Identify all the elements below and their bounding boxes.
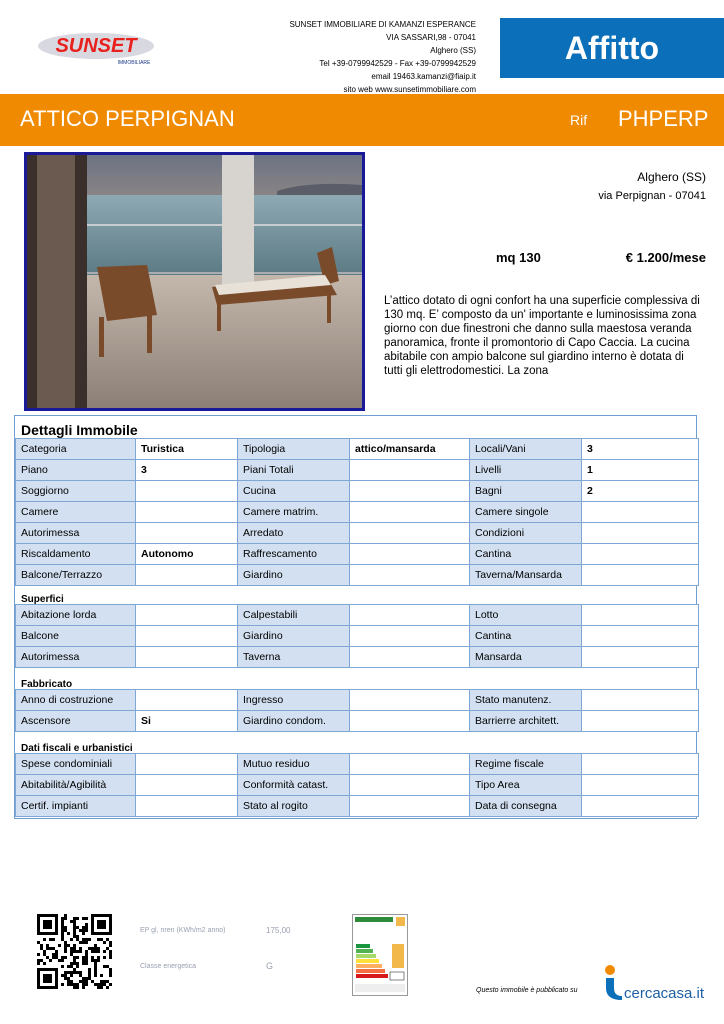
field-label: Piani Totali bbox=[238, 460, 350, 481]
field-value bbox=[582, 626, 699, 647]
fiscali-table bbox=[15, 753, 699, 817]
listing-type-badge: Affitto bbox=[500, 18, 724, 78]
location-city: Alghero (SS) bbox=[637, 170, 706, 184]
field-label: Tipologia bbox=[238, 439, 350, 460]
fiscali-row bbox=[16, 775, 699, 796]
field-value: Autonomo bbox=[136, 544, 238, 565]
field-value bbox=[350, 626, 470, 647]
field-value bbox=[582, 775, 699, 796]
fabbricato-table bbox=[15, 689, 699, 732]
field-value bbox=[582, 690, 699, 711]
field-label: Anno di costruzione bbox=[16, 690, 136, 711]
details-row bbox=[16, 523, 699, 544]
field-value bbox=[350, 605, 470, 626]
field-label: Stato al rogito bbox=[238, 796, 350, 817]
agency-city: Alghero (SS) bbox=[430, 46, 476, 55]
field-label: Riscaldamento bbox=[16, 544, 136, 565]
field-value bbox=[350, 523, 470, 544]
energy-class-label: Classe energetica bbox=[140, 963, 197, 970]
field-value bbox=[582, 796, 699, 817]
field-value: Turistica bbox=[136, 439, 238, 460]
field-label: Condizioni bbox=[470, 523, 582, 544]
fabbricato-row bbox=[16, 690, 699, 711]
fabbricato-title: Fabbricato bbox=[21, 679, 73, 690]
energy-certificate-thumbnail bbox=[352, 914, 408, 996]
field-value bbox=[136, 481, 238, 502]
ep-label: EP gl, nren (KWh/m2 anno) bbox=[140, 927, 226, 934]
property-area: mq 130 bbox=[496, 250, 541, 265]
field-label: Taverna bbox=[238, 647, 350, 668]
details-row bbox=[16, 544, 699, 565]
field-label: Balcone bbox=[16, 626, 136, 647]
details-row bbox=[16, 439, 699, 460]
title-bar bbox=[0, 94, 724, 146]
energy-class-value: G bbox=[266, 961, 274, 971]
field-value bbox=[136, 523, 238, 544]
fiscali-title: Dati fiscali e urbanistici bbox=[21, 743, 133, 754]
agency-name: SUNSET IMMOBILIARE DI KAMANZI ESPERANCE bbox=[289, 20, 476, 29]
details-row bbox=[16, 502, 699, 523]
field-label: Camere bbox=[16, 502, 136, 523]
field-value bbox=[136, 796, 238, 817]
field-label: Barrierre architett. bbox=[470, 711, 582, 732]
field-value bbox=[350, 690, 470, 711]
field-value bbox=[350, 711, 470, 732]
field-value bbox=[582, 523, 699, 544]
field-value bbox=[350, 460, 470, 481]
field-label: Balcone/Terrazzo bbox=[16, 565, 136, 586]
details-panel bbox=[14, 415, 697, 819]
field-value bbox=[136, 502, 238, 523]
field-label: Lotto bbox=[470, 605, 582, 626]
field-value bbox=[582, 544, 699, 565]
field-value bbox=[350, 544, 470, 565]
field-value bbox=[582, 754, 699, 775]
field-label: Cantina bbox=[470, 544, 582, 565]
details-heading: Dettagli Immobile bbox=[21, 422, 138, 438]
field-label: Ingresso bbox=[238, 690, 350, 711]
rif-code: PHPERP bbox=[618, 106, 709, 131]
field-label: Raffrescamento bbox=[238, 544, 350, 565]
field-value: Si bbox=[136, 711, 238, 732]
agency-address: VIA SASSARI,98 - 07041 bbox=[386, 33, 476, 42]
field-value bbox=[350, 754, 470, 775]
agency-logo bbox=[34, 26, 162, 70]
field-value bbox=[136, 605, 238, 626]
ep-value: 175,00 bbox=[266, 926, 291, 935]
field-value bbox=[582, 711, 699, 732]
field-label: Spese condominiali bbox=[16, 754, 136, 775]
field-label: Certif. impianti bbox=[16, 796, 136, 817]
logo-subtext: IMMOBILIARE bbox=[117, 60, 151, 66]
details-row bbox=[16, 460, 699, 481]
superfici-title: Superfici bbox=[21, 594, 64, 605]
field-value: 3 bbox=[136, 460, 238, 481]
field-label: Giardino bbox=[238, 565, 350, 586]
field-label: Taverna/Mansarda bbox=[470, 565, 582, 586]
superfici-row bbox=[16, 647, 699, 668]
field-label: Bagni bbox=[470, 481, 582, 502]
superfici-row bbox=[16, 605, 699, 626]
field-label: Camere singole bbox=[470, 502, 582, 523]
field-label: Soggiorno bbox=[16, 481, 136, 502]
property-photo bbox=[24, 152, 365, 411]
agency-info bbox=[250, 18, 476, 96]
field-value bbox=[582, 647, 699, 668]
field-label: Categoria bbox=[16, 439, 136, 460]
field-label: Mutuo residuo bbox=[238, 754, 350, 775]
cercacasa-logo[interactable] bbox=[598, 962, 708, 1002]
field-value: 2 bbox=[582, 481, 699, 502]
field-value bbox=[350, 481, 470, 502]
field-label: Data di consegna bbox=[470, 796, 582, 817]
field-value bbox=[136, 565, 238, 586]
field-value: attico/mansarda bbox=[350, 439, 470, 460]
field-value bbox=[136, 690, 238, 711]
field-label: Giardino condom. bbox=[238, 711, 350, 732]
field-value bbox=[350, 502, 470, 523]
field-label: Regime fiscale bbox=[470, 754, 582, 775]
published-on-text: Questo immobile è pubblicato su bbox=[476, 987, 578, 994]
field-label: Giardino bbox=[238, 626, 350, 647]
field-label: Stato manutenz. bbox=[470, 690, 582, 711]
field-label: Piano bbox=[16, 460, 136, 481]
field-value bbox=[350, 775, 470, 796]
location-street: via Perpignan - 07041 bbox=[598, 190, 706, 202]
fiscali-row bbox=[16, 754, 699, 775]
fabbricato-row bbox=[16, 711, 699, 732]
field-value bbox=[350, 796, 470, 817]
field-value bbox=[136, 626, 238, 647]
field-label: Autorimessa bbox=[16, 647, 136, 668]
field-value bbox=[582, 565, 699, 586]
field-label: Conformità catast. bbox=[238, 775, 350, 796]
field-label: Calpestabili bbox=[238, 605, 350, 626]
superfici-row bbox=[16, 626, 699, 647]
agency-website[interactable]: sito web www.sunsetimmobiliare.com bbox=[343, 85, 476, 94]
field-value bbox=[136, 775, 238, 796]
details-row bbox=[16, 481, 699, 502]
qr-code[interactable] bbox=[36, 912, 114, 992]
fiscali-row bbox=[16, 796, 699, 817]
field-label: Abitabilità/Agibilità bbox=[16, 775, 136, 796]
logo-text: SUNSET bbox=[55, 35, 137, 57]
superfici-table bbox=[15, 604, 699, 668]
field-label: Mansarda bbox=[470, 647, 582, 668]
field-value bbox=[350, 565, 470, 586]
field-value: 1 bbox=[582, 460, 699, 481]
property-price: € 1.200/mese bbox=[625, 250, 706, 265]
rif-label: Rif bbox=[570, 112, 588, 128]
cercacasa-text: cercacasa.it bbox=[624, 985, 705, 1002]
agency-email[interactable]: email 19463.kamanzi@fiaip.it bbox=[371, 72, 476, 81]
field-label: Cucina bbox=[238, 481, 350, 502]
property-title: ATTICO PERPIGNAN bbox=[20, 106, 235, 131]
details-row bbox=[16, 565, 699, 586]
property-description: L’attico dotato di ogni confort ha una superficie complessiva di 130 mq. E’ composto da un' importante e luminosissima zona giorno con due finestroni che danno sulla maestosa veranda panoramica, fronte il promontorio di Capo Caccia. La cucina abitabile con ampio balcone sul giardino interno è dotata di tutti gli elettrodomestici. La zona bbox=[384, 295, 700, 377]
field-value bbox=[350, 647, 470, 668]
field-value: 3 bbox=[582, 439, 699, 460]
field-label: Cantina bbox=[470, 626, 582, 647]
field-value bbox=[136, 647, 238, 668]
field-label: Locali/Vani bbox=[470, 439, 582, 460]
field-label: Abitazione lorda bbox=[16, 605, 136, 626]
field-label: Autorimessa bbox=[16, 523, 136, 544]
field-label: Ascensore bbox=[16, 711, 136, 732]
field-value bbox=[582, 502, 699, 523]
field-value bbox=[136, 754, 238, 775]
field-label: Tipo Area bbox=[470, 775, 582, 796]
field-label: Camere matrim. bbox=[238, 502, 350, 523]
field-label: Arredato bbox=[238, 523, 350, 544]
agency-phone: Tel +39-0799942529 - Fax +39-0799942529 bbox=[319, 59, 476, 68]
main-details-table bbox=[15, 438, 699, 586]
field-label: Livelli bbox=[470, 460, 582, 481]
field-value bbox=[582, 605, 699, 626]
